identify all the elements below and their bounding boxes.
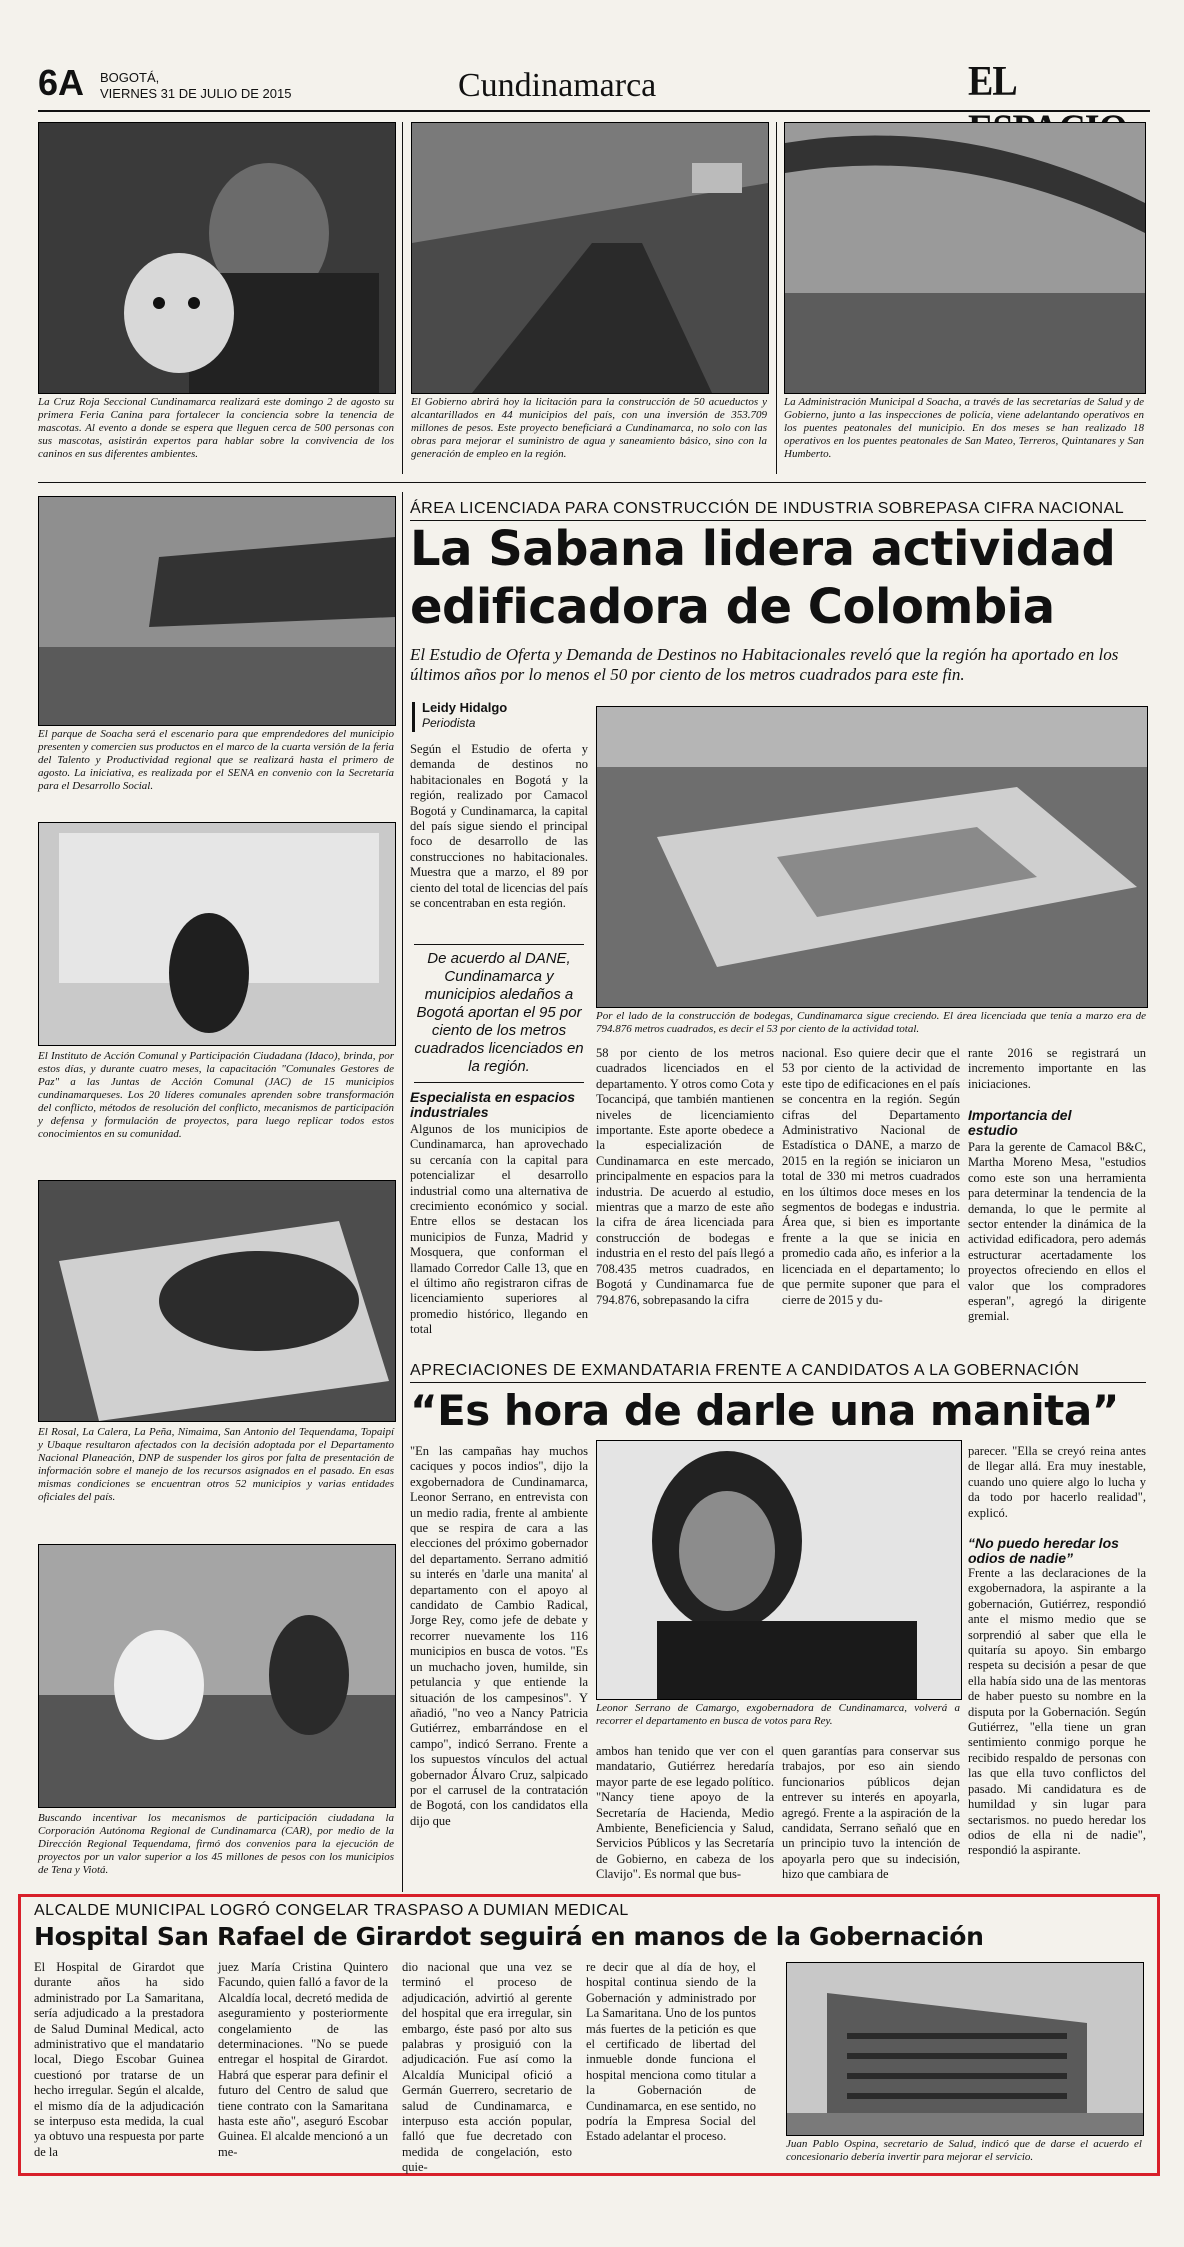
article3-headline: Hospital San Rafael de Girardot seguirá en manos de la Gobernación <box>34 1922 984 1951</box>
article1-headline-line2: edificadora de Colombia <box>410 579 1055 635</box>
article1-col3: nacional. Eso quiere decir que el 53 por ciento de la actividad de este tipo de edificaciones en el país se concentra en la región. Según cifras del Departamento Administrativo Nacional de Estadística o DANE, a marzo de 2015 en la región se iniciaron un total de 330 mi metros cuadrados en los últimos doce meses en los segmentos de bodegas e industria. Área que, si bien es importante frente a la que se inicia en promedio cada año, es inferior a la licenciada en el departamento; lo que permite suponer que para el cierre de 2015 y du- <box>782 1046 960 1307</box>
article1-subhead-industrial: Especialista en espacios industriales <box>410 1089 575 1120</box>
article2-headline: “Es hora de darle una manita” <box>410 1386 1119 1435</box>
article2-col2: ambos han tenido que ver con el mandatario, Gutiérrez heredaría mayor parte de ese legado político. "Nancy tiene apoyo de la Secretaría de Hacienda, Medio Ambiente, Beneficiencia y Salud, Servicios Públicos y las Secretaría de Gobierno, en cabeza de los Clavijo". Es normal que bus- <box>596 1744 774 1882</box>
caption-hospital: Juan Pablo Ospina, secretario de Salud, indicó que de darse el acuerdo el concesionario debería invertir para mejorar el servicio. <box>786 2138 1142 2163</box>
article1-col1-top: Según el Estudio de oferta y demanda de destinos no habitacionales en Bogotá y la región, realizado por Camacol Bogotá y Cundinamarca, la capital del país sigue siendo el principal foco de desarrollo de las construcciones no habitacionales. Muestra que a marzo, el 89 por ciento del total de licencias del país se concentraban en esta región. <box>410 742 588 911</box>
masthead <box>34 58 1152 112</box>
photo-car-planting <box>38 1544 396 1808</box>
photo-soacha-fair <box>38 496 396 726</box>
article2-kicker: APRECIACIONES DE EXMANDATARIA FRENTE A CANDIDATOS A LA GOBERNACIÓN <box>410 1362 1080 1379</box>
rule-vertical-top2 <box>776 122 777 474</box>
rule-vertical-top1 <box>402 122 403 474</box>
rule-vertical-left <box>402 492 403 1892</box>
article3-col3: dio nacional que una vez se terminó el proceso de adjudicación, advirtió al gerente del hospital que era irregular, sin embargo, éste pasó por alto sus palabras y prosiguió con la adjudicación. Fue así como la Alcaldía Municipal ofició a Germán Guerrero, secretario de salud de Cundinamarca, e interpuso esta acción popular, falló que fue decretado con medida de congelación, esto quie- <box>402 1960 572 2175</box>
article1-headline-line1: La Sabana lidera actividad <box>410 521 1116 577</box>
article2-col4-bottom: Frente a las declaraciones de la exgobernadora, la aspirante a la gobernación, Gutiérrez, respondió ante el mismo medio que se sorprendió al saber que ella le quitaría su apoyo. Sin embargo respeta su decisión a pesar de que ella había sido una de las mentoras de haber puesto su nombre en la disputa por la Gobernación. Según Gutiérrez, "ella tiene un gran sentimiento conmigo porque he recibido respaldo de personas con las que ella tuvo conflictos del pasado. Mi candidatura es de humildad y sin lugar para sectarismos. no puedo heredar los odios de ella ni de nadie", respondió la aspirante. <box>968 1566 1146 1858</box>
article2-subhead: “No puedo heredar los odios de nadie” <box>968 1535 1119 1566</box>
photo-aqueduct-construction <box>411 122 769 394</box>
photo-hospital-building <box>786 1962 1144 2136</box>
caption-leonor-serrano: Leonor Serrano de Camargo, exgobernadora de Cundinamarca, volverá a recorrer el departamento en busca de votos para Rey. <box>596 1702 960 1727</box>
article1-col4-top: rante 2016 se registrará un incremento importante en las iniciaciones. <box>968 1046 1146 1091</box>
article3-col4: re decir que al día de hoy, el hospital continua siendo de la Gobernación y administrado por La Samaritana. Uno de los puntos más fuertes de la petición es que el certificado de libertad del inmueble donde funciona el hospital menciona como titular a la Gobernación de Cundinamarca, en ese sentido, no podría la Empresa Social del Estado adelantar el proceso. <box>586 1960 756 2144</box>
article1-author: Leidy Hidalgo <box>422 700 508 715</box>
article2-col3: quen garantías para conservar sus trabajos, por eso ain siendo funcionarios públicos dejan entrever su interés en apoyarla, agregó. Frente a la aspiración de la candidata, Serrano señaló que en un principio tuvo la intención de apoyarla pero que su indecisión, hizo que cambiara de <box>782 1744 960 1882</box>
pullquote-rule-top <box>414 944 584 945</box>
article3-col2: juez María Cristina Quintero Facundo, quien falló a favor de la Alcaldía local, decretó medida de aseguramiento y posteriormente congelamiento de las determinaciones. "No se puede entregar el hospital de Girardot. Habrá que esperar para definir el futuro del Centro de salud que tiene contrato con la Samaritana hasta este año", aseguró Escobar Guinea. El alcalde mencionó a un me- <box>218 1960 388 2159</box>
article1-subhead-importance: Importancia del estudio <box>968 1107 1072 1138</box>
rule-horizontal-top <box>38 482 1146 483</box>
article1-deck: El Estudio de Oferta y Demanda de Destinos no Habitacionales reveló que la región ha aportado en los últimos años por lo menos el 50 por ciento de los metros cuadrados para este fin. <box>410 645 1119 684</box>
photo-leonor-serrano <box>596 1440 962 1700</box>
article1-pullquote: De acuerdo al DANE, Cundinamarca y municipios aledaños a Bogotá aportan el 95 por ciento de los metros cuadrados licenciados en la región. <box>414 950 584 1075</box>
article2-col4-top: parecer. "Ella se creyó reina antes de llegar allá. Era muy inestable, cuando uno quiere algo lo lucha y da todo por hacerlo realidad", explicó. <box>968 1444 1146 1520</box>
dateline-city: BOGOTÁ, <box>100 70 160 85</box>
newspaper-logo: EL <box>968 58 1015 105</box>
article1-author-role: Periodista <box>422 716 476 730</box>
article3-col1: El Hospital de Girardot que durante años ha sido administrado por La Samaritana, sería adjudicado a la prestadora de Salud Duminal Medical, acto administrativo que el mandatario local, Diego Escobar Guinea cuestionó por tratarse de un hecho irregular. Según el alcalde, el mismo día de la adjudicación se interpuso esta medida, la cual ya obtuvo una respuesta por parte de la <box>34 1960 204 2159</box>
article1-col4-bottom: Para la gerente de Camacol B&C, Martha Moreno Mesa, "estudios como este son una herramienta para determinar la tendencia de la demanda, lo que le permite al sector entender la dinámica de la actividad edificadora, pero además estructurar acertadamente los proyectos ofreciendo en ellos el valor que los compradores esperan", agregó la dirigente gremial. <box>968 1140 1146 1324</box>
caption-car-agreements: Buscando incentivar los mecanismos de participación ciudadana la Corporación Autónoma Regional de Cundinamarca (CAR), por medio de la Dirección Regional Tequendama, firmó dos convenios para la ejecución de proyectos por un valor superior a los 45 millones de pesos con los municipios de Tena y Viotá. <box>38 1812 394 1876</box>
article1-col1-bottom: Algunos de los municipios de Cundinamarca, han aprovechado su cercanía con la capital para potencializar el desarrollo industrial como una alternativa de crecimiento económico y social. Entre ellos se destacan los municipios de Funza, Madrid y Mosquera, que conforman el llamado Corredor Calle 13, que en el último año registraron cifras de licenciamiento superiores al promedio histórico, llegando en total <box>410 1122 588 1337</box>
photo-red-cross-dog <box>38 122 396 394</box>
caption-idaco: El Instituto de Acción Comunal y Participación Ciudadana (Idaco), brinda, por estos días, y durante cuatro meses, la capacitación "Comunales Gestores de Paz" a las Juntas de Acción Comunal (JAC) de 15 municipios cundinamarqueses. Los 20 líderes comunales aprenden sobre transformación del conflicto, métodos de resolución del conflicto, mecanismos de participación y defensa y formulación de proyectos, para luego replicar todos estos conocimientos en su comunidad. <box>38 1050 394 1140</box>
photo-community-training <box>38 822 396 1046</box>
article1-kicker: ÁREA LICENCIADA PARA CONSTRUCCIÓN DE INDUSTRIA SOBREPASA CIFRA NACIONAL <box>410 500 1125 517</box>
caption-red-cross: La Cruz Roja Seccional Cundinamarca realizará este domingo 2 de agosto su primera Feria Canina para fortalecer la conciencia sobre la tenencia de mascotas. Al evento a donde se espera que lleguen cerca de 500 personas con sus mascotas, asistirán expertos para hablar sobre la convivencia de los caninos en sus diferentes ambientes. <box>38 396 394 460</box>
caption-soacha-bridges: La Administración Municipal d Soacha, a través de las secretarías de Salud y de Gobierno, junto a las inspecciones de policía, viene adelantando operativos en los puentes peatonales del municipio. En dos meses se han realizado 18 operativos en los puentes peatonales de San Mateo, Terreros, Quintanares y San Humberto. <box>784 396 1144 460</box>
caption-warehouses: Por el lado de la construcción de bodegas, Cundinamarca sigue creciendo. El área licenciada que tenía a marzo era de 794.876 metros cuadrados, es decir el 53 por ciento de la actividad total. <box>596 1010 1146 1035</box>
photo-pedestrian-bridge <box>784 122 1146 394</box>
article2-col1: "En las campañas hay muchos caciques y pocos indios", dijo la exgobernadora de Cundinamarca, Leonor Serrano, en entrevista con un medio radia, frente al ambiente que se respira de cara a las elecciones del próximo gobernador del departamento. Serrano admitió su interés en 'darle una manita' al departamento con el apoyo al candidato de Cambio Radical, Jorge Rey, como jefe de debate y recorrer nuevamente los 116 municipios en busca de votos. "Es un muchacho joven, humilde, sin petulancia y que entiende la situación de los campesinos". Y añadió, "no veo a Nancy Patricia Gutiérrez, embarrándose en el campo", indicó Serrano. Frente a los supuestos vínculos del actual gobernador Álvaro Cruz, salpicado por el carrusel de la contratación de Bogotá, con los candidatos ella dijo que <box>410 1444 588 1828</box>
section-title: Cundinamarca <box>458 67 657 104</box>
caption-aqueducts: El Gobierno abrirá hoy la licitación para la construcción de 50 acueductos y alcantarillados en 44 municipios del país, con una inversión de 353.709 millones de pesos. Este proyecto beneficiará a Cundinamarca, no solo con las obras para mejorar el suministro de agua y saneamiento básico, sino con la generación de empleo en la región. <box>411 396 767 460</box>
caption-dnp-funds: El Rosal, La Calera, La Peña, Nimaima, San Antonio del Tequendama, Topaipí y Ubaque resultaron afectados con la decisión adoptada por el Departamento Nacional Planeación, DNP de suspender los giros por falta de presentación de información sobre el manejo de los recursos asignados en el pasado. En esas mismas condiciones se encuentran otros 52 municipios y varias entidades oficiales del país. <box>38 1426 394 1503</box>
article3-kicker: ALCALDE MUNICIPAL LOGRÓ CONGELAR TRASPASO A DUMIAN MEDICAL <box>34 1902 629 1919</box>
pullquote-rule-bottom <box>414 1082 584 1083</box>
photo-money <box>38 1180 396 1422</box>
photo-warehouses-aerial <box>596 706 1148 1008</box>
masthead-rule <box>38 110 1150 112</box>
dateline-date: VIERNES 31 DE JULIO DE 2015 <box>100 86 292 101</box>
article2-kicker-rule <box>410 1382 1146 1383</box>
caption-soacha-fair: El parque de Soacha será el escenario para que emprendedores del municipio presenten y comercien sus productos en el marco de la cuarta versión de la feria del Talento y Productividad regional que se realizará hasta el primero de agosto. La iniciativa, es realizada por el SENA en convenio con la Secretaría para el Desarrollo Social. <box>38 728 394 792</box>
page-number: 6A <box>38 62 85 103</box>
author-bar <box>412 702 415 732</box>
article1-col2: 58 por ciento de los metros cuadrados licenciados en el departamento. Y otros como Cota y Tocancipá, que también mantienen niveles de licenciamiento importante. Este aporte obedece a la especialización de Cundinamarca en este mercado, principalmente en espacios para la industria. De acuerdo al estudio, mientras que a marzo de este año la cifra de área licenciada para construcción de bodegas e industria en el resto del país llegó a 708.435 metros cuadrados, en Bogotá y Cundinamarca fue de 794.876, sobrepasando la cifra <box>596 1046 774 1307</box>
